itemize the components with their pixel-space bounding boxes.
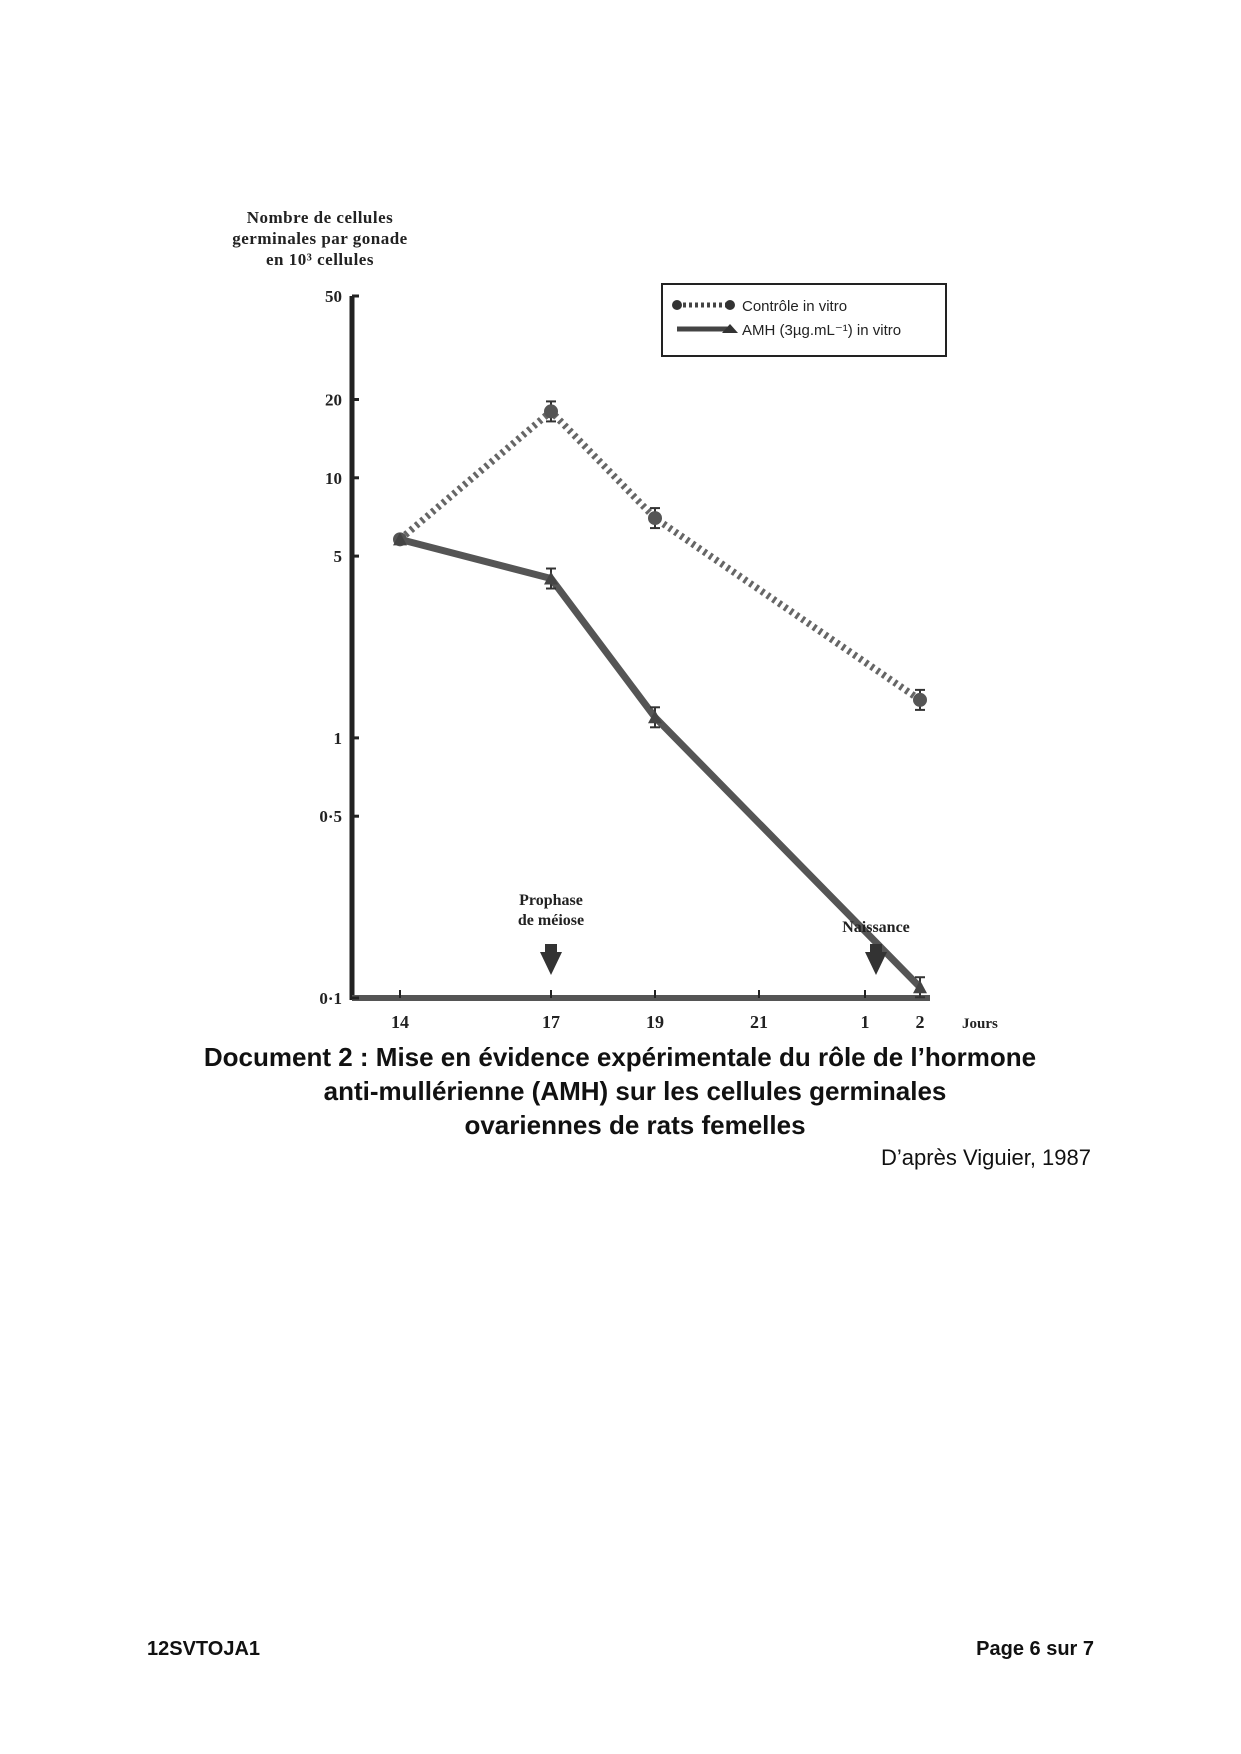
y-axis-label-line-3: en 10³ cellules — [266, 250, 374, 269]
caption-line-2: anti-mullérienne (AMH) sur les cellules germinales — [323, 1076, 947, 1106]
y-axis-label-line-1: Nombre de cellules — [246, 208, 394, 227]
annotations-group — [518, 892, 910, 975]
down-arrow-stem — [870, 944, 882, 953]
legend-label: AMH (3µg.mL⁻¹) in vitro — [742, 322, 902, 339]
y-tick-label: 10 — [325, 468, 342, 488]
down-arrow-icon — [540, 952, 562, 975]
annotation-text: Naissance — [842, 919, 910, 936]
x-tick-label: 19 — [646, 1012, 664, 1032]
legend-box — [662, 284, 946, 356]
x-tick-label: 21 — [750, 1012, 768, 1032]
x-axis-label: Jours — [962, 1016, 998, 1032]
y-tick-label: 5 — [333, 547, 342, 567]
x-tick-label: 17 — [542, 1012, 560, 1032]
annotation-text: Prophase — [519, 892, 583, 909]
y-tick-label: 0·5 — [319, 807, 342, 827]
x-tick-label: 14 — [391, 1012, 409, 1032]
page-number: Page 6 sur 7 — [976, 1638, 1094, 1660]
x-tick-label: 2 — [915, 1012, 925, 1032]
x-tick-label: 1 — [860, 1012, 870, 1032]
series-line-controle — [400, 411, 920, 699]
legend-marker — [672, 300, 682, 310]
source-credit: D’après Viguier, 1987 — [881, 1145, 1091, 1170]
y-tick-label: 50 — [325, 287, 342, 306]
down-arrow-icon — [865, 952, 887, 975]
legend-label: Contrôle in vitro — [742, 298, 848, 315]
down-arrow-stem — [545, 944, 557, 953]
y-axis-label-line-2: germinales par gonade — [232, 229, 408, 248]
caption-line-3: ovariennes de rats femelles — [464, 1110, 806, 1140]
legend — [662, 284, 946, 356]
document-caption — [150, 1040, 1090, 1142]
data-point-controle — [648, 511, 662, 525]
series-group — [393, 401, 927, 997]
data-point-controle — [544, 404, 558, 418]
y-tick-label: 1 — [333, 728, 342, 748]
data-point-controle — [913, 693, 927, 707]
annotation-text: de méiose — [517, 912, 585, 929]
y-tick-label: 0·1 — [319, 989, 342, 1008]
legend-marker — [725, 300, 735, 310]
y-tick-label: 20 — [325, 390, 342, 410]
document-code: 12SVTOJA1 — [147, 1638, 261, 1660]
caption-line-1: Document 2 : Mise en évidence expérimentale du rôle de l’hormone — [203, 1042, 1037, 1072]
